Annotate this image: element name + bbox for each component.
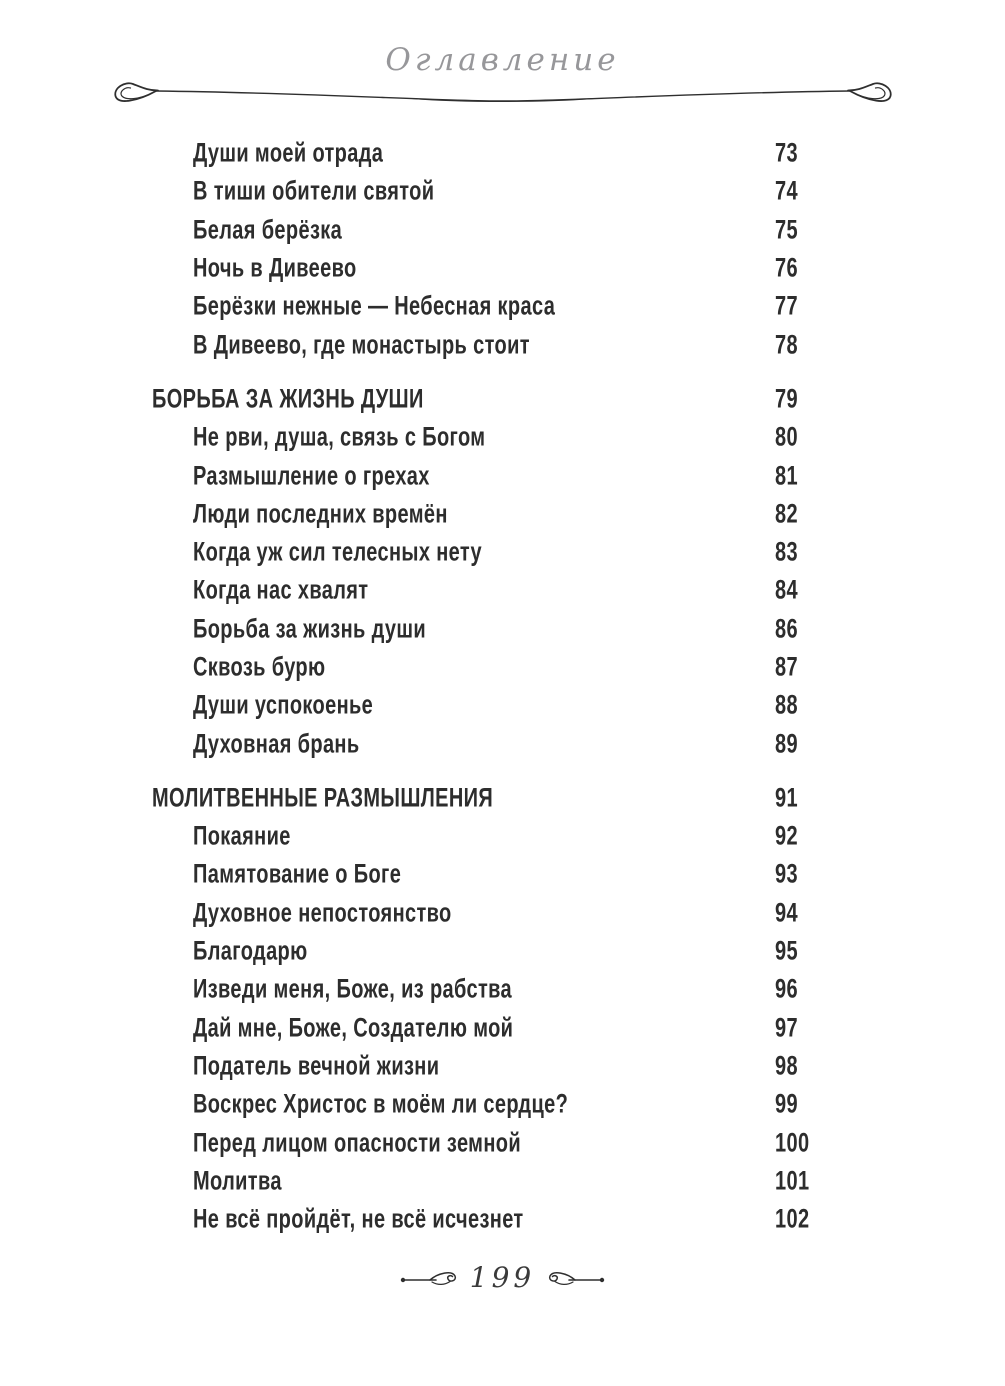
toc-entry-label: Ночь в Дивеево bbox=[193, 252, 357, 283]
toc-row bbox=[0, 134, 1005, 172]
toc-row bbox=[0, 172, 1005, 210]
toc-entry-label: Покаяние bbox=[193, 820, 291, 851]
toc-entry-page-number: 96 bbox=[775, 973, 798, 1004]
swirl-left-icon bbox=[115, 83, 158, 101]
toc-row bbox=[0, 724, 1005, 762]
toc-entry-label: Воскрес Христос в моём ли сердце? bbox=[193, 1088, 569, 1119]
toc-entry-page-number: 84 bbox=[775, 574, 798, 605]
toc-entry-page-number: 94 bbox=[775, 897, 798, 928]
toc-entry-page-number: 100 bbox=[775, 1127, 810, 1158]
toc-entry-label: В Дивеево, где монастырь стоит bbox=[193, 329, 530, 360]
toc-entry-label: МОЛИТВЕННЫЕ РАЗМЫШЛЕНИЯ bbox=[152, 782, 494, 813]
toc-entry-label: Благодарю bbox=[193, 935, 308, 966]
toc-entry-label: Дай мне, Боже, Создателю мой bbox=[193, 1012, 514, 1043]
toc-entry-page-number: 87 bbox=[775, 651, 798, 682]
toc-entry-label: Когда уж сил телесных нету bbox=[193, 536, 483, 567]
toc-row bbox=[0, 855, 1005, 893]
toc-entry-page-number: 99 bbox=[775, 1088, 798, 1119]
header-divider-ornament bbox=[112, 76, 894, 116]
toc-entry-label: Духовная брань bbox=[193, 728, 360, 759]
toc-row bbox=[0, 1085, 1005, 1123]
footer-left-flourish-icon bbox=[400, 1268, 462, 1292]
toc-row bbox=[0, 571, 1005, 609]
toc-row bbox=[0, 533, 1005, 571]
toc-row bbox=[0, 779, 1005, 817]
toc-entry-label: Души успокоенье bbox=[193, 689, 374, 720]
toc-entry-label: Размышление о грехах bbox=[193, 460, 430, 491]
toc-row bbox=[0, 380, 1005, 418]
toc-row bbox=[0, 1162, 1005, 1200]
toc-entry-label: Белая берёзка bbox=[193, 214, 343, 245]
toc-row bbox=[0, 325, 1005, 363]
toc-entry-label: Не рви, душа, связь с Богом bbox=[193, 421, 486, 452]
toc-entry-label: Когда нас хвалят bbox=[193, 574, 369, 605]
toc-entry-label: Духовное непостоянство bbox=[193, 897, 452, 928]
toc-list bbox=[0, 134, 1005, 1238]
toc-entry-page-number: 101 bbox=[775, 1165, 810, 1196]
toc-entry-label: Души моей отрада bbox=[193, 137, 384, 168]
toc-entry-label: Сквозь бурю bbox=[193, 651, 326, 682]
toc-entry-page-number: 92 bbox=[775, 820, 798, 851]
toc-entry-label: Борьба за жизнь души bbox=[193, 613, 427, 644]
swirl-right-icon bbox=[848, 83, 891, 101]
toc-row bbox=[0, 970, 1005, 1008]
toc-row bbox=[0, 686, 1005, 724]
toc-entry-page-number: 95 bbox=[775, 935, 798, 966]
toc-entry-page-number: 73 bbox=[775, 137, 798, 168]
toc-entry-page-number: 77 bbox=[775, 290, 798, 321]
footer-page-number: 199 bbox=[469, 1261, 536, 1294]
toc-entry-label: БОРЬБА ЗА ЖИЗНЬ ДУШИ bbox=[152, 383, 424, 414]
toc-row bbox=[0, 495, 1005, 533]
toc-row bbox=[0, 1009, 1005, 1047]
toc-row bbox=[0, 932, 1005, 970]
toc-row bbox=[0, 1123, 1005, 1161]
toc-entry-page-number: 80 bbox=[775, 421, 798, 452]
toc-entry-page-number: 83 bbox=[775, 536, 798, 567]
footer-right-flourish-icon bbox=[543, 1268, 605, 1292]
page-title: Оглавление bbox=[385, 42, 620, 78]
toc-entry-label: Перед лицом опасности земной bbox=[193, 1127, 522, 1158]
toc-entry-page-number: 102 bbox=[775, 1203, 810, 1234]
toc-row bbox=[0, 456, 1005, 494]
toc-entry-page-number: 78 bbox=[775, 329, 798, 360]
toc-entry-page-number: 76 bbox=[775, 252, 798, 283]
toc-entry-page-number: 98 bbox=[775, 1050, 798, 1081]
toc-entry-page-number: 86 bbox=[775, 613, 798, 644]
toc-entry-label: Берёзки нежные — Небесная краса bbox=[193, 290, 556, 321]
toc-entry-label: Молитва bbox=[193, 1165, 282, 1196]
toc-entry-page-number: 79 bbox=[775, 383, 798, 414]
toc-entry-page-number: 74 bbox=[775, 175, 798, 206]
toc-row bbox=[0, 894, 1005, 932]
page-footer bbox=[0, 1261, 1005, 1296]
divider-line bbox=[156, 91, 850, 101]
toc-entry-label: В тиши обители святой bbox=[193, 175, 435, 206]
toc-entry-label: Податель вечной жизни bbox=[193, 1050, 440, 1081]
toc-entry-page-number: 97 bbox=[775, 1012, 798, 1043]
toc-row bbox=[0, 817, 1005, 855]
toc-entry-label: Памятование о Боге bbox=[193, 858, 402, 889]
toc-row bbox=[0, 287, 1005, 325]
toc-row bbox=[0, 648, 1005, 686]
toc-row bbox=[0, 211, 1005, 249]
toc-entry-page-number: 88 bbox=[775, 689, 798, 720]
toc-entry-page-number: 82 bbox=[775, 498, 798, 529]
toc-entry-page-number: 81 bbox=[775, 460, 798, 491]
toc-entry-label: Изведи меня, Боже, из рабства bbox=[193, 973, 512, 1004]
toc-row bbox=[0, 1047, 1005, 1085]
toc-row bbox=[0, 1200, 1005, 1238]
toc-row bbox=[0, 249, 1005, 287]
toc-entry-label: Люди последних времён bbox=[193, 498, 448, 529]
toc-entry-page-number: 93 bbox=[775, 858, 798, 889]
toc-row bbox=[0, 418, 1005, 456]
toc-row bbox=[0, 610, 1005, 648]
toc-entry-page-number: 89 bbox=[775, 728, 798, 759]
toc-entry-page-number: 75 bbox=[775, 214, 798, 245]
toc-entry-page-number: 91 bbox=[775, 782, 798, 813]
toc-entry-label: Не всё пройдёт, не всё исчезнет bbox=[193, 1203, 524, 1234]
